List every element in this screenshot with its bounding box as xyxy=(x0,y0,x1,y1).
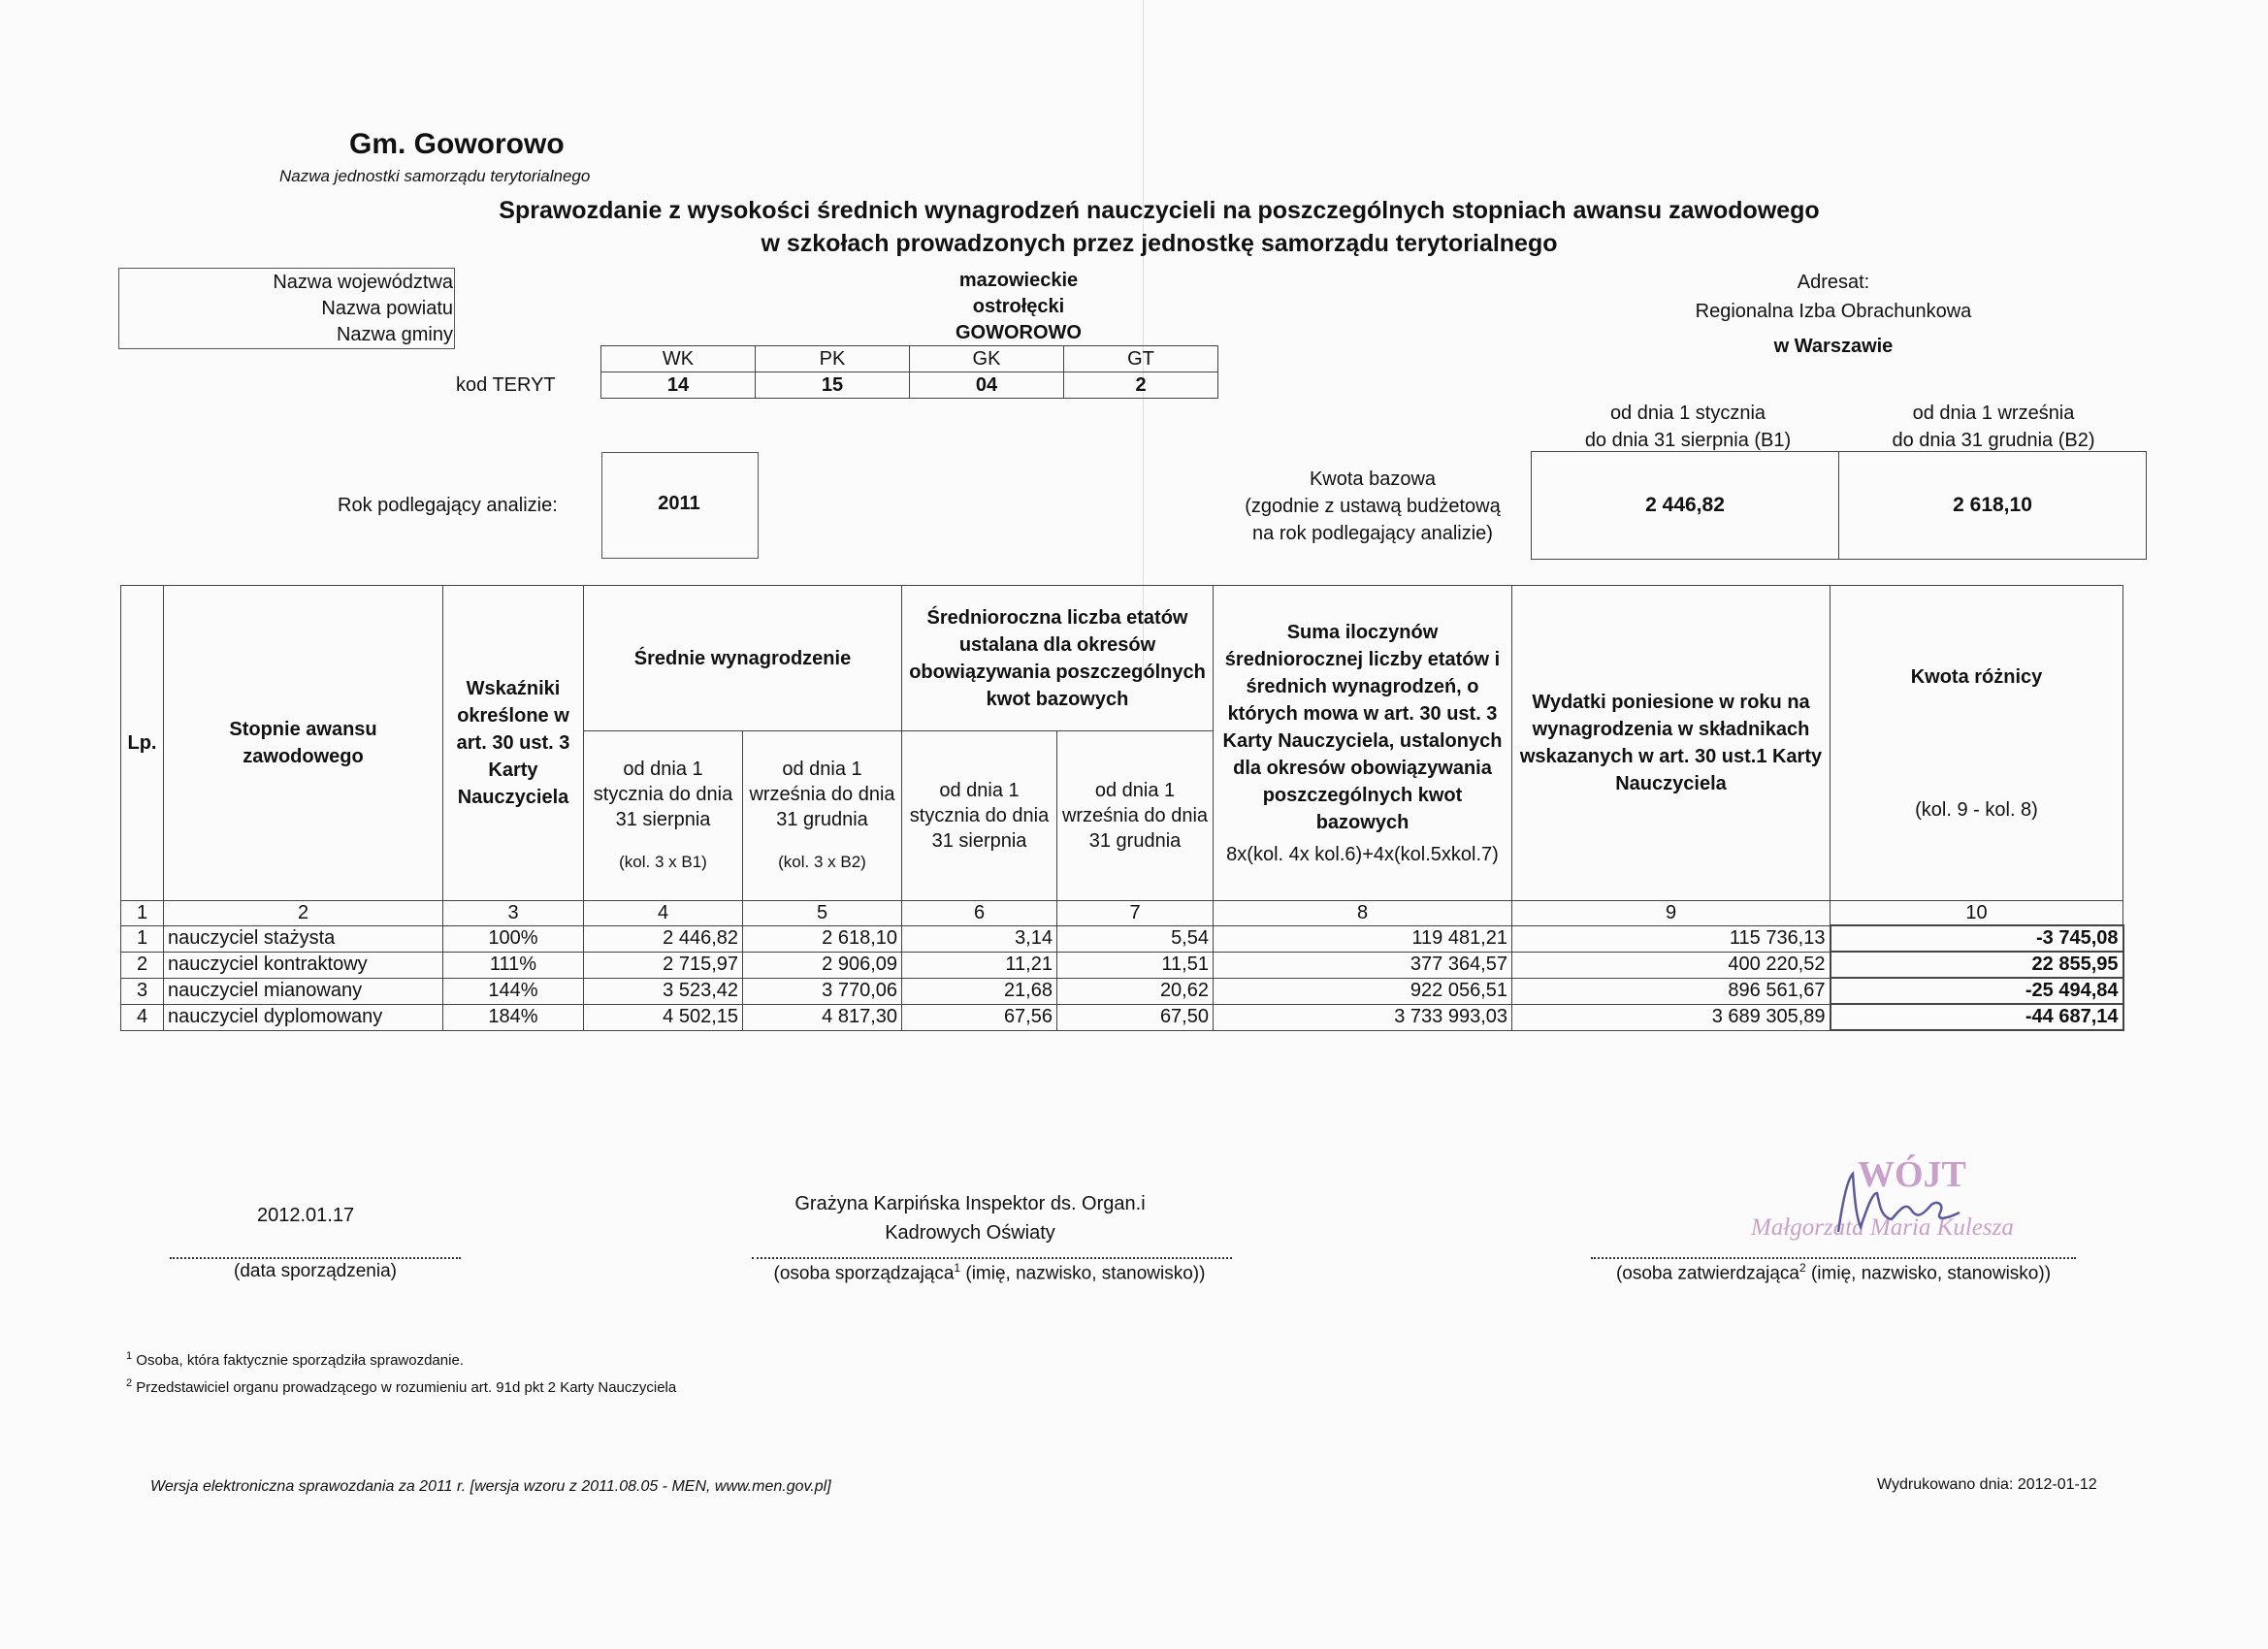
header-suma-formula: 8x(kol. 4x kol.6)+4x(kol.5xkol.7) xyxy=(1226,844,1499,865)
col-number: 4 xyxy=(584,901,743,926)
report-date: 2012.01.17 xyxy=(257,1205,355,1226)
addressee-label: Adresat: xyxy=(1797,272,1870,293)
unit-name: Gm. Goworowo xyxy=(349,128,565,160)
cell-wskaznik: 100% xyxy=(443,925,584,952)
approver-dotted-line xyxy=(1591,1257,2076,1259)
col-number: 5 xyxy=(743,901,902,926)
col-number: 7 xyxy=(1057,901,1214,926)
table-row xyxy=(121,1004,2123,1030)
teryt-header-gk: GK xyxy=(910,346,1064,372)
teryt-header-gt: GT xyxy=(1064,346,1218,372)
subheader-wyn-b2-formula: (kol. 3 x B2) xyxy=(778,853,866,871)
col-number: 8 xyxy=(1214,901,1512,926)
preparer-caption-b: (imię, nazwisko, stanowisko)) xyxy=(960,1263,1206,1284)
subheader-wyn-b1-text: od dnia 1 stycznia do dnia 31 sierpnia xyxy=(593,759,733,830)
col-number: 3 xyxy=(443,901,584,926)
cell-wydatki: 3 689 305,89 xyxy=(1512,1004,1831,1030)
cell-lp: 1 xyxy=(121,925,164,952)
cell-stopien: nauczyciel mianowany xyxy=(164,978,443,1004)
cell-suma: 377 364,57 xyxy=(1214,952,1512,978)
period-b2-line2: do dnia 31 grudnia (B2) xyxy=(1892,430,2095,451)
cell-wyn-b2: 4 817,30 xyxy=(743,1004,902,1030)
report-title xyxy=(291,194,2027,260)
subheader-etaty-b2: od dnia 1 września do dnia 31 grudnia xyxy=(1057,731,1214,901)
title-line-2: w szkołach prowadzonych przez jednostkę samorządu terytorialnego xyxy=(761,230,1558,257)
header-suma-text: Suma iloczynów średniorocznej liczby etatów i średnich wynagrodzeń, o których mowa w art. 30 ust. 3 Karty Nauczyciela, ustalonych dla okresów obowiązywania poszczególnych kwot bazowych xyxy=(1222,622,1503,833)
label-powiat: Nazwa powiatu xyxy=(321,298,453,319)
header-lp: Lp. xyxy=(121,586,164,901)
column-numbers-row xyxy=(121,901,2123,926)
unit-caption: Nazwa jednostki samorządu terytorialnego xyxy=(279,167,591,185)
preparer-line1: Grażyna Karpińska Inspektor ds. Organ.i xyxy=(794,1193,1146,1214)
cell-etaty-b2: 20,62 xyxy=(1057,978,1214,1004)
cell-wskaznik: 184% xyxy=(443,1004,584,1030)
base-amount-b2: 2 618,10 xyxy=(1839,452,2147,560)
footnote-2 xyxy=(126,1377,676,1396)
col-number: 10 xyxy=(1831,901,2123,926)
teryt-header-wk: WK xyxy=(601,346,756,372)
approver-caption-a: (osoba zatwierdzająca xyxy=(1615,1263,1799,1284)
period-b1-label xyxy=(1533,400,1843,454)
teryt-value-wk: 14 xyxy=(601,372,756,399)
stamp-name: Małgorzata Maria Kulesza xyxy=(1751,1214,2014,1241)
value-wojewodztwo: mazowieckie xyxy=(958,270,1079,291)
col-number: 1 xyxy=(121,901,164,926)
cell-wyn-b2: 3 770,06 xyxy=(743,978,902,1004)
cell-wyn-b1: 2 446,82 xyxy=(584,925,743,952)
cell-wyn-b2: 2 618,10 xyxy=(743,925,902,952)
cell-wyn-b1: 2 715,97 xyxy=(584,952,743,978)
header-roznica xyxy=(1831,586,2123,901)
preparer xyxy=(737,1189,1203,1247)
cell-etaty-b2: 67,50 xyxy=(1057,1004,1214,1030)
approver-caption xyxy=(1591,1261,2076,1284)
footnote-1-text: Osoba, która faktycznie sporządziła sprawozdanie. xyxy=(132,1352,464,1369)
cell-wydatki: 115 736,13 xyxy=(1512,925,1831,952)
admin-labels xyxy=(118,270,453,348)
header-roznica-formula: (kol. 9 - kol. 8) xyxy=(1915,799,2038,821)
cell-stopien: nauczyciel dyplomowany xyxy=(164,1004,443,1030)
value-powiat: ostrołęcki xyxy=(972,296,1065,317)
teryt-value-pk: 15 xyxy=(756,372,910,399)
cell-etaty-b1: 11,21 xyxy=(902,952,1057,978)
analysis-year-value: 2011 xyxy=(658,493,700,514)
footnote-1 xyxy=(126,1350,464,1369)
table-row xyxy=(121,952,2123,978)
col-number: 6 xyxy=(902,901,1057,926)
cell-etaty-b2: 5,54 xyxy=(1057,925,1214,952)
analysis-year-label: Rok podlegający analizie: xyxy=(338,495,558,516)
cell-wskaznik: 144% xyxy=(443,978,584,1004)
header-etaty: Średnioroczna liczba etatów ustalana dla okresów obowiązywania poszczególnych kwot bazowych xyxy=(902,586,1214,731)
cell-suma: 922 056,51 xyxy=(1214,978,1512,1004)
footnote-2-text: Przedstawiciel organu prowadzącego w rozumieniu art. 91d pkt 2 Karty Nauczyciela xyxy=(132,1379,677,1396)
addressee xyxy=(1581,268,2086,361)
print-date: Wydrukowano dnia: 2012-01-12 xyxy=(1877,1476,2097,1493)
col-number: 9 xyxy=(1512,901,1831,926)
header-wydatki: Wydatki poniesione w roku na wynagrodzenia w składnikach wskazanych w art. 30 ust.1 Karty Nauczyciela xyxy=(1512,586,1831,901)
preparer-caption-sup: 1 xyxy=(954,1261,961,1275)
header-stopnie: Stopnie awansu zawodowego xyxy=(164,586,443,901)
header-roznica-text: Kwota różnicy xyxy=(1910,666,2043,688)
period-b2-line1: od dnia 1 września xyxy=(1912,403,2075,424)
stamp-title: WÓJT xyxy=(1858,1154,1966,1195)
cell-lp: 3 xyxy=(121,978,164,1004)
subheader-wyn-b2 xyxy=(743,731,902,901)
subheader-etaty-b1: od dnia 1 stycznia do dnia 31 sierpnia xyxy=(902,731,1057,901)
cell-suma: 119 481,21 xyxy=(1214,925,1512,952)
base-amount-line3: na rok podlegający analizie) xyxy=(1252,523,1493,544)
header-suma xyxy=(1214,586,1512,901)
cell-roznica: 22 855,95 xyxy=(1831,952,2123,978)
teryt-value-gk: 04 xyxy=(910,372,1064,399)
cell-etaty-b1: 3,14 xyxy=(902,925,1057,952)
cell-wydatki: 400 220,52 xyxy=(1512,952,1831,978)
header-srednie: Średnie wynagrodzenie xyxy=(584,586,902,731)
period-b1-line1: od dnia 1 stycznia xyxy=(1609,403,1766,424)
preparer-caption xyxy=(737,1261,1242,1284)
version-note: Wersja elektroniczna sprawozdania za 2011 r. [wersja wzoru z 2011.08.05 - MEN, www.men.gov.pl] xyxy=(150,1478,831,1495)
salary-report-table xyxy=(120,585,2124,1031)
cell-stopien: nauczyciel kontraktowy xyxy=(164,952,443,978)
header-wskazniki: Wskaźniki określone w art. 30 ust. 3 Karty Nauczyciela xyxy=(443,586,584,901)
date-dotted-line xyxy=(170,1257,461,1259)
cell-etaty-b1: 21,68 xyxy=(902,978,1057,1004)
col-number: 2 xyxy=(164,901,443,926)
base-amount-line2: (zgodnie z ustawą budżetową xyxy=(1245,496,1501,517)
cell-stopien: nauczyciel stażysta xyxy=(164,925,443,952)
teryt-value-gt: 2 xyxy=(1064,372,1218,399)
cell-lp: 2 xyxy=(121,952,164,978)
teryt-table xyxy=(600,345,1218,399)
admin-values xyxy=(873,268,1164,346)
subheader-wyn-b1-formula: (kol. 3 x B1) xyxy=(619,853,707,871)
cell-roznica: -44 687,14 xyxy=(1831,1004,2123,1030)
period-b1-line2: do dnia 31 sierpnia (B1) xyxy=(1584,430,1792,451)
addressee-city: w Warszawie xyxy=(1773,336,1894,357)
footnote-2-number: 2 xyxy=(126,1377,133,1389)
official-stamp-signature xyxy=(1746,1149,2057,1242)
base-amount-table xyxy=(1531,451,2147,560)
preparer-caption-a: (osoba sporządzająca xyxy=(773,1263,955,1284)
cell-suma: 3 733 993,03 xyxy=(1214,1004,1512,1030)
cell-roznica: -25 494,84 xyxy=(1831,978,2123,1004)
base-amount-label xyxy=(1222,466,1523,547)
cell-lp: 4 xyxy=(121,1004,164,1030)
cell-wskaznik: 111% xyxy=(443,952,584,978)
table-row xyxy=(121,925,2123,952)
cell-etaty-b1: 67,56 xyxy=(902,1004,1057,1030)
label-wojewodztwo: Nazwa województwa xyxy=(273,272,453,293)
cell-wyn-b1: 3 523,42 xyxy=(584,978,743,1004)
value-gmina: GOWOROWO xyxy=(956,322,1082,343)
base-amount-line1: Kwota bazowa xyxy=(1309,469,1437,490)
cell-wyn-b2: 2 906,09 xyxy=(743,952,902,978)
subheader-wyn-b1 xyxy=(584,731,743,901)
teryt-header-pk: PK xyxy=(756,346,910,372)
cell-wydatki: 896 561,67 xyxy=(1512,978,1831,1004)
teryt-label: kod TERYT xyxy=(456,374,556,396)
subheader-wyn-b2-text: od dnia 1 września do dnia 31 grudnia xyxy=(749,759,895,830)
base-amount-b1: 2 446,82 xyxy=(1532,452,1839,560)
approver-caption-sup: 2 xyxy=(1799,1261,1806,1275)
period-b2-label xyxy=(1838,400,2149,454)
cell-roznica: -3 745,08 xyxy=(1831,925,2123,952)
preparer-dotted-line xyxy=(752,1257,1232,1259)
cell-wyn-b1: 4 502,15 xyxy=(584,1004,743,1030)
preparer-line2: Kadrowych Oświaty xyxy=(885,1222,1055,1244)
approver-caption-b: (imię, nazwisko, stanowisko)) xyxy=(1805,1263,2052,1284)
date-caption: (data sporządzenia) xyxy=(234,1261,397,1281)
title-line-1: Sprawozdanie z wysokości średnich wynagrodzeń nauczycieli na poszczególnych stopniach awansu zawodowego xyxy=(499,197,1820,224)
footnote-1-number: 1 xyxy=(126,1350,133,1362)
addressee-name: Regionalna Izba Obrachunkowa xyxy=(1695,301,1972,322)
cell-etaty-b2: 11,51 xyxy=(1057,952,1214,978)
table-row xyxy=(121,978,2123,1004)
label-gmina: Nazwa gminy xyxy=(336,324,453,345)
